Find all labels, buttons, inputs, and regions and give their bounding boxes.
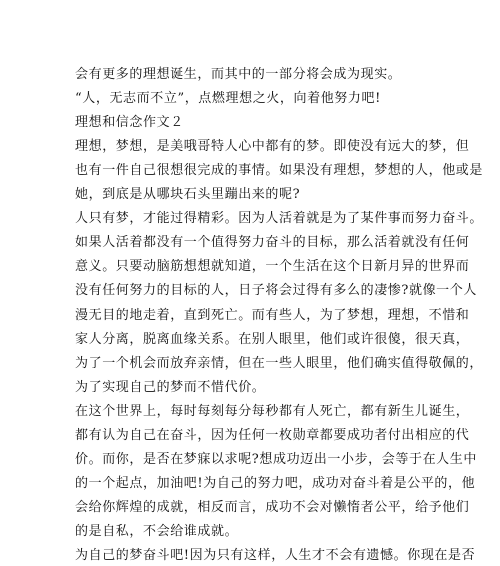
paragraph-line: 为了实现自己的梦而不惜代价。 [75,380,266,395]
paragraph-line: 为自己的梦奋斗吧!因为只有这样，人生才不会有遗憾。你现在是否 [75,548,476,563]
paragraph-line: 没有任何努力的目标的人，日子将会过得有多么的凄惨?就像一个人 [75,283,477,298]
paragraph-line: 意义。只要动脑筋想想就知道，一个生活在这个日新月异的世界而 [75,259,470,274]
paragraph-line: 理想，梦想，是美哦哥特人心中都有的梦。即使没有远大的梦，但 [75,139,470,154]
paragraph-line: 都有认为自己在奋斗，因为任何一枚勋章都要成功者付出相应的代 [75,428,470,443]
paragraph-line: 会有更多的理想诞生，而其中的一部分将会成为现实。 [75,67,402,82]
paragraph-line: 为了一个机会而放弃亲情，但在一些人眼里，他们确实值得敬佩的， [75,356,484,371]
paragraph-line: 如果人活着都没有一个值得努力奋斗的目标，那么活着就没有任何 [75,235,470,250]
paragraph-line: 在这个世界上，每时每刻每分每秒都有人死亡，都有新生儿诞生， [75,404,470,419]
paragraph-line: 价。而你，是否在梦寐以求呢?想成功迈出一小步，会等于在人生中 [75,452,477,467]
section-heading: 理想和信念作文２ [75,115,184,130]
paragraph-line: 人只有梦，才能过得精彩。因为人活着就是为了某件事而努力奋斗。 [75,211,484,226]
paragraph-line: “人，无志而不立”，点燃理想之火，向着他努力吧! [75,91,381,106]
paragraph-line: 会给你辉煌的成就，相反而言，成功不会对懒惰者公平，给予他们 [75,500,470,515]
paragraph-line: 漫无目的地走着，直到死亡。而有些人，为了梦想，理想，不惜和 [75,308,470,323]
paragraph-line: 的一个起点，加油吧!为自己的努力吧，成功对奋斗着是公平的，他 [75,476,476,491]
paragraph-line: 的是自私，不会给谁成就。 [75,524,239,539]
paragraph-line: 她，到底是从哪块石头里蹦出来的呢? [75,187,301,202]
paragraph-line: 家人分离，脱离血缘关系。在别人眼里，他们或许很傻，很天真， [75,332,470,347]
paragraph-line: 也有一件自己很想很完成的事情。如果没有理想，梦想的人，他或是 [75,163,484,178]
